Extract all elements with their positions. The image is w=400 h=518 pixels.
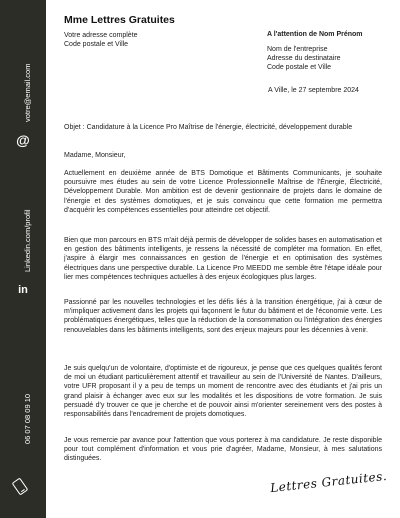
sidebar-email[interactable]: votre@email.com [23, 63, 32, 122]
recipient-city: Code postale et Ville [267, 64, 332, 71]
phone-icon [12, 477, 29, 495]
sender-city: Code postale et Ville [64, 41, 129, 48]
letter-object: Objet : Candidature à la Licence Pro Maîtrise de l'énergie, électricité, développement durable [64, 124, 353, 131]
paragraph-2: Bien que mon parcours en BTS m'ait déjà permis de développer de solides bases en automatisation et en gestion des bâtiments intelligents, je ressens la nécessité de compléter ma formation. En effet, j'aspire à élargir mes connaissances en gestion de l'énergie et en optimisation des systèmes électriques dans une perspective durable. La Licence Pro MEEDD me semble être l'étape idéale pour lier mes compétences techniques actuelles à des enjeux écologiques plus larges. [64, 237, 382, 281]
sender-address: Votre adresse complète [64, 32, 138, 39]
salutation: Madame, Monsieur, [64, 152, 126, 159]
sidebar-linkedin[interactable]: Linkedin.com/profil [23, 209, 32, 272]
paragraph-4: Je suis quelqu'un de volontaire, d'optimiste et de rigoureux, je pense que ces quelques qualités feront de moi un étudiant particulièrement attentif et travailleur au sein de l'Université de Nantes. D'ailleurs, votre UFR proposant il y a peu de temps un moment de rencontre avec des étudiants et j'ai pris un grand plaisir à échanger avec eux sur les modalités et les dispositions de votre formation. Je suis persuadé d'y trouver ce que je cherche et de pouvoir ainsi m'orienter sereinement vers des postes à responsabilités dans l'encadrement de projets domotiques. [64, 365, 382, 419]
linkedin-icon: in [18, 284, 28, 296]
letter-date: A Ville, le 27 septembre 2024 [268, 87, 359, 94]
sidebar-phone: 06 07 08 09 10 [23, 393, 32, 444]
paragraph-5: Je vous remercie par avance pour l'attention que vous porterez à ma candidature. Je reste disponible pour tout complément d'information et vous prie d'agréer, Madame, Monsieur, à mes salutations distinguées. [64, 437, 382, 463]
at-sign-icon: @ [16, 132, 30, 148]
recipient-address: Adresse du destinataire [267, 55, 341, 62]
sender-address-block [64, 31, 138, 49]
recipient-title: A l'attention de Nom Prénom [267, 31, 363, 38]
paragraph-3: Passionné par les nouvelles technologies et les défis liés à la transition énergétique, j'ai à cœur de m'impliquer activement dans les projets qui façonnent le futur du bâtiment et de l'économie verte. Les problématiques énergétiques, telles que la réduction de la consommation ou l'intégration des énergies renouvelables dans les bâtiments intelligents, sont des enjeux majeurs pour les décennies à venir. [64, 299, 382, 334]
sender-name: Mme Lettres Gratuites [64, 14, 175, 26]
sidebar [0, 0, 46, 518]
signature: Lettres Gratuites. [269, 468, 388, 496]
recipient-company: Nom de l'entreprise [267, 46, 328, 53]
paragraph-1: Actuellement en deuxième année de BTS Domotique et Bâtiments Communicants, je souhaite poursuivre mes études au sein de votre Licence Professionnelle Maîtrise de l'Énergie, Électricité, Développement Durable. Mon ambition est de devenir gestionnaire de projets dans le domaine de l'énergie et des systèmes domotiques, et je suis convaincu que cette formation me permettra d'acquérir les compétences essentielles pour atteindre cet objectif. [64, 170, 382, 214]
recipient-address-block [267, 45, 341, 72]
